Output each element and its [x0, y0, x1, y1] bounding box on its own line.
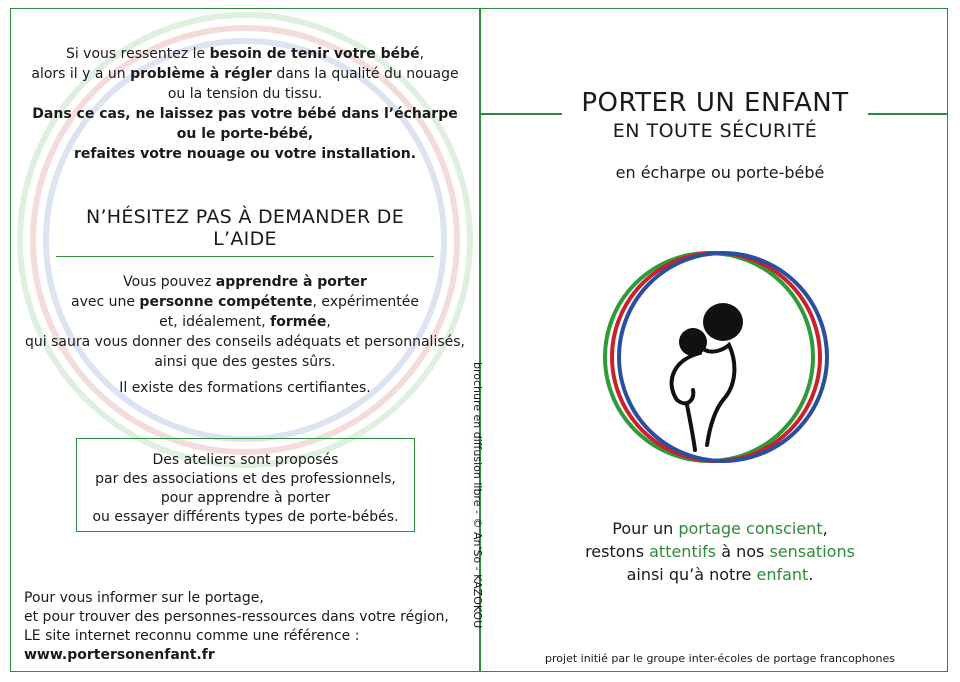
info-paragraph [24, 589, 449, 665]
parent-child-icon [672, 303, 743, 450]
intro-bold: problème à régler [130, 66, 272, 82]
intro-bold: refaites votre nouage ou votre installation. [73, 146, 417, 162]
learn-text: qui saura vous donner des conseils adéquats et personnalisés, [24, 334, 465, 350]
workshops-line: Des ateliers sont proposés [152, 452, 339, 468]
tagline-text: . [808, 565, 814, 584]
tagline-highlight: sensations [769, 542, 855, 561]
learn-text: Vous pouvez [123, 274, 216, 290]
intro-text: alors il y a un [31, 66, 131, 82]
workshops-box [76, 438, 415, 532]
learn-bold: apprendre à porter [215, 274, 367, 290]
title-rule-left [480, 113, 562, 115]
subtitle: en écharpe ou porte-bébé [615, 163, 825, 182]
workshops-line: pour apprendre à porter [160, 490, 331, 506]
learn-text: , expérimentée [312, 294, 420, 310]
learn-bold: formée [270, 314, 327, 330]
learn-bold: personne compétente [139, 294, 313, 310]
workshops-line: par des associations et des professionnels, [95, 471, 396, 487]
formations-text: Il existe des formations certifiantes. [119, 380, 371, 396]
learn-text: avec une [70, 294, 140, 310]
workshops-line: ou essayer différents types de porte-bébés. [92, 509, 399, 525]
footer-credit: projet initié par le groupe inter-écoles de portage francophones [545, 652, 895, 665]
title-secondary: EN TOUTE SÉCURITÉ [612, 120, 818, 142]
logo-ring-blue [619, 253, 827, 461]
intro-bold: Dans ce cas, ne laissez pas votre bébé dans l’écharpe [32, 106, 458, 122]
logo-ring-red [612, 253, 820, 461]
learn-text: et, idéalement, [159, 314, 271, 330]
tagline-text: restons [585, 542, 650, 561]
help-heading: N’HÉSITEZ PAS À DEMANDER DE L’AIDE [56, 206, 434, 257]
babywearing-logo [595, 250, 835, 465]
info-line: Pour vous informer sur le portage, [24, 590, 264, 606]
learn-text: , [326, 314, 331, 330]
tagline-highlight: enfant [756, 565, 809, 584]
intro-paragraph [30, 44, 460, 164]
tagline-text: , [822, 519, 828, 538]
tagline-text: Pour un [612, 519, 679, 538]
intro-text: Si vous ressentez le [65, 46, 210, 62]
intro-bold: besoin de tenir votre bébé [209, 46, 420, 62]
learn-paragraph [20, 272, 470, 372]
learn-text: ainsi que des gestes sûrs. [154, 354, 336, 370]
intro-text: , [419, 46, 425, 62]
title-rule-right [868, 113, 948, 115]
intro-text: ou la tension du tissu. [167, 86, 323, 102]
tagline-text: à nos [716, 542, 770, 561]
tagline-highlight: attentifs [649, 542, 717, 561]
website-link[interactable]: www.portersonenfant.fr [24, 647, 215, 663]
title-main: PORTER UN ENFANT [581, 88, 849, 118]
spine-credit: brochure en diffusion libre - © An'So - KAZOKOU [471, 362, 484, 629]
intro-text: dans la qualité du nouage [271, 66, 459, 82]
tagline [520, 517, 920, 586]
tagline-highlight: portage conscient [678, 519, 823, 538]
info-line: LE site internet reconnu comme une référence : [24, 628, 360, 644]
intro-bold: ou le porte-bébé, [176, 126, 314, 142]
info-line: et pour trouver des personnes-ressources dans votre région, [24, 609, 449, 625]
tagline-text: ainsi qu’à notre [626, 565, 757, 584]
